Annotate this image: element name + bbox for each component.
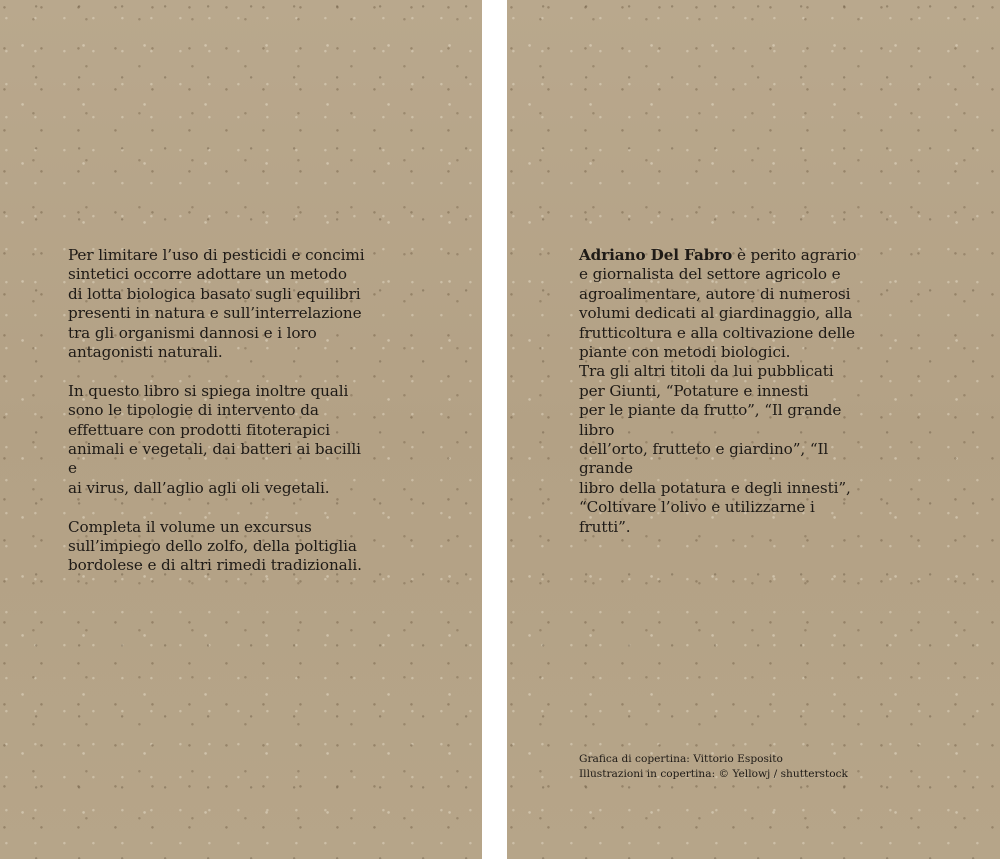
author-bio-text: è perito agrario e giornalista del settore agricolo e agroalimentare, autore di numerosi volumi dedicati al giardinaggio, alla frutticoltura e alla coltivazione delle piante con metodi biologici. Tra gli altri titoli da lui pubblicati per Giunti, “Potature e innesti per le piante da frutto”, “Il grande libro dell’orto, frutteto e giardino”, “Il grande libro della potatura e degli innesti”, “Coltivare l’olivo e utilizzarne i frutti”. (579, 246, 857, 536)
description-paragraph-3: Completa il volume un excursus sull’impiego dello zolfo, della poltiglia bordolese e di altri rimedi tradizionali. (68, 517, 362, 575)
author-name: Adriano Del Fabro (579, 246, 733, 264)
back-flap-left-page (0, 0, 482, 859)
page-gutter (482, 0, 507, 859)
cover-credits (579, 752, 848, 782)
book-description (68, 246, 368, 595)
cover-illustration-credit: Illustrazioni in copertina: © Yellowj / shutterstock (579, 768, 848, 780)
description-paragraph-1: Per limitare l’uso di pesticidi e concimi sintetici occorre adottare un metodo di lotta biologica basato sugli equilibri presenti in natura e sull’interrelazione tra gli organismi dannosi e i loro antagonisti naturali. (68, 246, 365, 362)
description-paragraph-2: In questo libro si spiega inoltre quali sono le tipologie di intervento da effettuare con prodotti fitoterapici animali e vegetali, dai batteri ai bacilli e ai virus, dall’aglio agli oli vegetali. (68, 381, 361, 497)
author-flap-right-page (507, 0, 1000, 859)
cover-design-credit: Grafica di copertina: Vittorio Esposito (579, 753, 783, 765)
author-biography (579, 246, 864, 537)
